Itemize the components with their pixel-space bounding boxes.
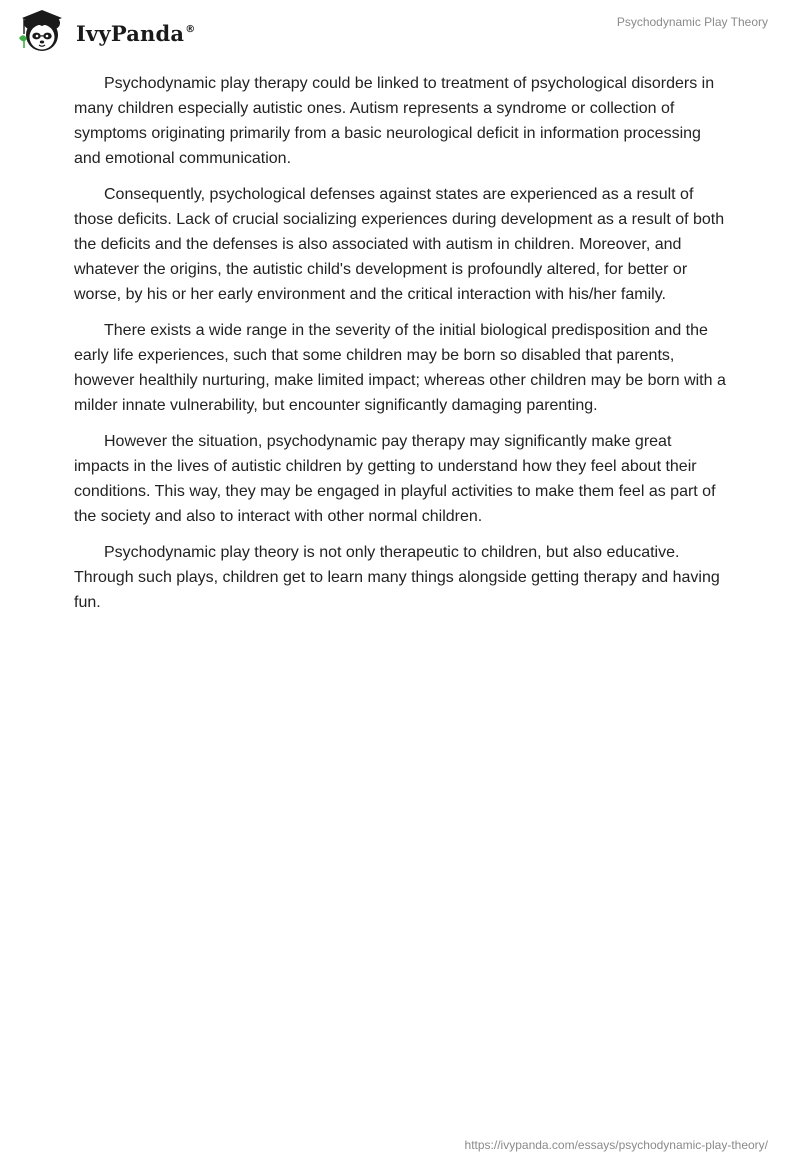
registered-mark: ® (185, 23, 196, 35)
paragraph-3: There exists a wide range in the severity of the initial biological predisposition and the early life experiences, such that some children may be born so disabled that parents, however healthily nurturing, make limited impact; whereas other children may be born with a milder innate vulnerability, but encounter significantly damaging parenting. (74, 322, 726, 414)
paragraph-5: Psychodynamic play theory is not only therapeutic to children, but also educative. Through such plays, children get to learn many things alongside getting therapy and having fun. (74, 544, 720, 611)
brand-name: IvyPanda® (76, 20, 196, 46)
paragraph-2: Consequently, psychological defenses against states are experienced as a result of those deficits. Lack of crucial socializing experiences during development as a result of both the deficits and the defenses is also associated with autism in children. Moreover, and whatever the origins, the autistic child's development is profoundly altered, for better or worse, by his or her early environment and the critical interaction with his/her family. (74, 186, 725, 303)
document-title: Psychodynamic Play Theory (616, 15, 768, 29)
page-header (0, 0, 800, 64)
paragraph-4: However the situation, psychodynamic pay therapy may significantly make great impacts in the lives of autistic children by getting to understand how they feel about their conditions. This way, they may be engaged in playful activities to make them feel as part of the society and also to interact with other normal children. (74, 433, 716, 525)
panda-graduation-cap-icon (16, 8, 70, 56)
ivypanda-logo[interactable] (16, 8, 195, 56)
essay-body (74, 71, 726, 626)
source-url-link[interactable]: https://ivypanda.com/essays/psychodynamic-play-theory/ (464, 1138, 768, 1152)
paragraph-1: Psychodynamic play therapy could be linked to treatment of psychological disorders in many children especially autistic ones. Autism represents a syndrome or collection of symptoms originating primarily from a basic neurological deficit in information processing and emotional communication. (74, 75, 715, 167)
